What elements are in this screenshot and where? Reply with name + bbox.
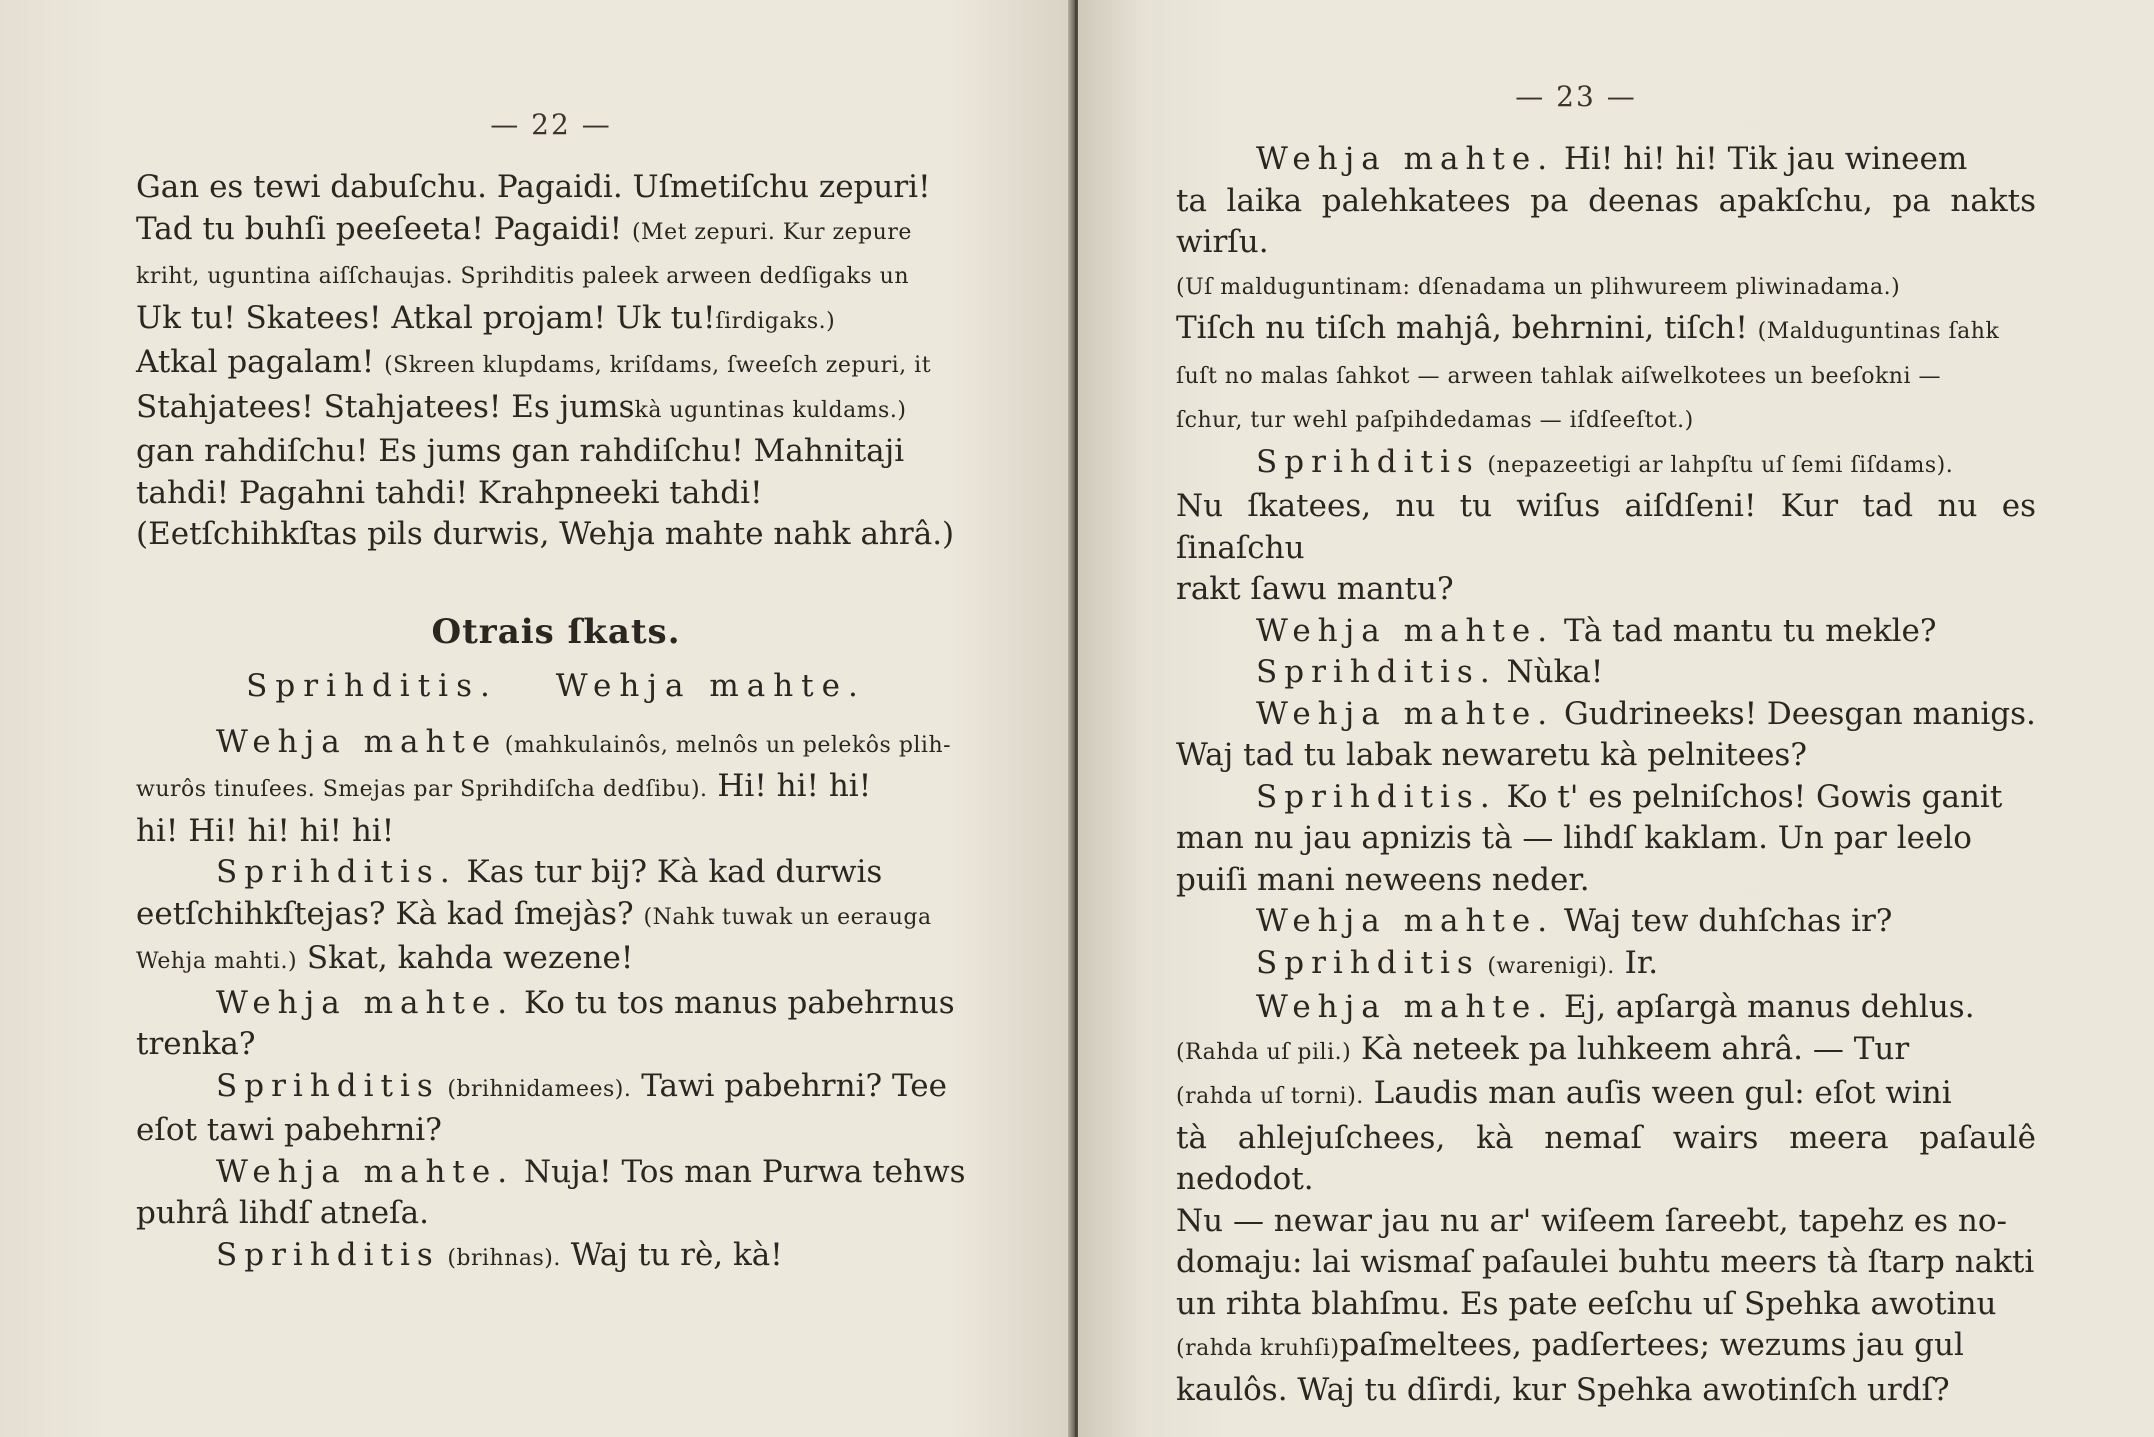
spoken-text: domaju: lai wismaſ paſaulei buhtu meers tà ſtarp nakti (1176, 1244, 2035, 1280)
spoken-text: Waj tad tu labak newaretu kà pelnitees? (1176, 737, 1807, 773)
text-line (1176, 569, 2036, 611)
stage-direction: (nepazeetigi ar lahpſtu uſ ſemi ſiſdams). (1479, 452, 1954, 478)
spoken-text: Waj tew duhſchas ir? (1554, 903, 1893, 939)
spoken-text: Skat, kahda wezene! (297, 940, 634, 976)
text-line (1176, 611, 2036, 653)
text-line (1176, 1029, 2036, 1074)
text-line (136, 209, 976, 254)
text-line (1176, 694, 2036, 736)
text-line (136, 1110, 976, 1152)
spoken-text: Ko tu tos manus pabehrnus (514, 984, 955, 1021)
spoken-text: tà ahlejuſchees, kà nemaſ wairs meera paſaulê nedodot. (1176, 1119, 2036, 1197)
text-line (136, 1152, 976, 1194)
spoken-text: Nuja! Tos man Purwa tehws (514, 1153, 966, 1190)
text-line (136, 894, 976, 939)
spoken-text: Ko t' es pelniſchos! Gowis ganit (1496, 778, 2003, 815)
speaker-name: Sprihditis (1256, 944, 1480, 981)
stage-direction: ſchur, tur wehl paſpihdedamas — iſdſeeſtot.) (1176, 408, 1694, 433)
stage-direction: ſuſt no malas ſahkot — arween tahlak aiſwelkotees un beeſokni — (1176, 363, 1941, 389)
text-line (1176, 442, 2036, 487)
scene-title: Otrais ſkats. (431, 611, 681, 652)
text-line (136, 298, 976, 343)
spoken-text: Nu — newar jau nu ar' wiſeem ſareebt, tapehz es no- (1176, 1202, 2008, 1239)
stage-direction: Wehja mahti.) (136, 949, 298, 974)
spoken-text: Nùka! (1496, 654, 1604, 690)
text-line (1176, 1242, 2036, 1284)
text-line (1176, 264, 2036, 309)
stage-direction: (Skreen klupdams, kriſdams, ſweeſch zepuri, it (384, 353, 932, 378)
text-line (136, 983, 976, 1025)
spoken-text: puiſi mani neweens neder. (1176, 861, 1590, 898)
speaker-name: Wehja mahte. (1256, 141, 1555, 177)
spoken-text: Tà tad mantu tu mekle? (1554, 612, 1937, 649)
text-line (1176, 652, 2036, 694)
text-line (136, 431, 976, 473)
stage-direction: kriht, uguntina aiſſchaujas. Sprihditis paleek arween dedſigaks un (136, 264, 909, 289)
text-line (136, 852, 976, 894)
stage-direction: ſirdigaks.) (715, 308, 836, 334)
spoken-text: Tiſch nu tiſch mahjâ, behrnini, tiſch! (1176, 310, 1758, 346)
stage-direction: (rahda kruhſi) (1176, 1336, 1340, 1361)
text-line (136, 253, 976, 298)
stage-direction: (Malduguntinas ſahk (1757, 319, 2000, 344)
spoken-text: man nu jau apnizis tà — lihdſ kaklam. Un par leelo (1176, 820, 1972, 856)
text-line (136, 167, 976, 209)
spoken-text: wezums jau gul (1719, 1327, 1964, 1363)
text-line (1176, 735, 2036, 777)
stage-direction: kà uguntinas kuldams.) (634, 397, 907, 423)
dialogue (136, 722, 976, 1280)
text-line (1176, 486, 2036, 569)
text-line (1176, 777, 2036, 819)
stage-direction: (Nahk tuwak un eerauga (643, 904, 932, 930)
stage-direction: (Met zepuri. Kur zepure (631, 219, 912, 245)
speaker-name: Wehja mahte. (1256, 989, 1555, 1025)
stage-direction: (Rahda uſ pili.) (1176, 1039, 1352, 1065)
text-line (136, 387, 976, 432)
text-line (1176, 1370, 2036, 1412)
spoken-text: Waj tu rè, kà! (560, 1236, 783, 1273)
text-line (1176, 1325, 2036, 1370)
spoken-text: Kà neteek pa luhkeem ahrâ. — Tur (1351, 1030, 1910, 1067)
text-line (1176, 1284, 2036, 1326)
stage-direction: (brihnidamees). (439, 1076, 632, 1102)
spoken-text: hi! Hi! hi! hi! hi! (136, 812, 395, 849)
text-line (136, 342, 976, 387)
stage-direction: (rahda uſ torni). (1176, 1084, 1364, 1109)
text-line (1176, 1118, 2036, 1201)
text-line (1176, 397, 2036, 442)
text-line (1176, 353, 2036, 398)
stage-direction: (Eetſchihkſtas pils durwis, Wehja mahte nahk ahrâ.) (136, 516, 955, 552)
speaker-name: Wehja mahte. (1256, 903, 1555, 939)
speaker-name: Sprihditis. (1256, 778, 1497, 815)
text-line (136, 1193, 976, 1235)
speaker-name: Sprihditis (216, 1067, 440, 1104)
text-line (1176, 818, 2036, 860)
spoken-text: Kas tur bij? Kà kad durwis (456, 854, 883, 890)
speaker-name: Wehja mahte. (216, 1153, 515, 1190)
spoken-text: Tawi pabehrni? Tee (631, 1067, 947, 1104)
spoken-text: kaulôs. Waj tu dſirdi, kur Spehka awotinſch urdſ? (1176, 1371, 1950, 1408)
text-line (136, 1066, 976, 1111)
text-line (136, 722, 976, 767)
page-number: — 22 — (490, 108, 612, 141)
spoken-text: Nu ſkatees, nu tu wiſus aiſdſeni! Kur tad nu es ſinaſchu (1176, 488, 2036, 566)
spoken-text: gan rahdiſchu! Es jums gan rahdiſchu! Mahnitaji (136, 433, 905, 469)
spoken-text: Atkal pagalam! (136, 344, 385, 380)
stage-direction: (brihnas). (439, 1245, 561, 1271)
dialogue (1176, 139, 2036, 1411)
spoken-text: Gan es tewi dabuſchu. Pagaidi. Uſmetiſchu zepuri! (136, 169, 931, 205)
spoken-text: Hi! hi! hi! Tik jau wineem (1554, 141, 1968, 177)
speaker-name: Wehja mahte (216, 723, 498, 760)
characters-line (136, 668, 976, 704)
text-line (136, 766, 976, 811)
text-line (136, 473, 976, 515)
page-number: — 23 — (1515, 80, 1637, 113)
spoken-text: Tad tu buhſi peeſeeta! Pagaidi! (136, 210, 632, 247)
spoken-text: Hi! hi! hi! (707, 768, 872, 804)
speaker-name: Wehja mahte. (1256, 612, 1555, 649)
text-line (136, 1024, 976, 1066)
character-name: Sprihditis. (246, 667, 498, 704)
spoken-text: paſmeltees, padſertees; (1339, 1327, 1720, 1363)
text-line (1176, 308, 2036, 353)
spoken-text: eetſchihkſtejas? Kà kad ſmejàs? (136, 895, 644, 932)
spoken-text: Laudis man auſis ween gul: eſot wini (1363, 1075, 1952, 1111)
text-line (1176, 181, 2036, 264)
spoken-text: eſot tawi pabehrni? (136, 1112, 442, 1148)
stage-direction: (mahkulainôs, melnôs un pelekôs plih- (497, 732, 952, 758)
spoken-text: un rihta blahſmu. Es pate eeſchu uſ Spehka awotinu (1176, 1285, 1997, 1322)
speaker-name: Wehja mahte. (216, 984, 515, 1021)
character-name: Wehja mahte. (555, 667, 866, 704)
stage-direction: wurôs tinuſees. Smejas par Sprihdiſcha dedſibu). (136, 777, 708, 802)
speaker-name: Sprihditis (1256, 443, 1480, 480)
spoken-text: rakt ſawu mantu? (1176, 571, 1454, 607)
text-line (1176, 943, 2036, 988)
spoken-text: Gudrineeks! Deesgan manigs. (1554, 695, 2036, 732)
spoken-text: tahdi! Pagahni tahdi! Krahpneeki tahdi! (136, 474, 763, 511)
text-line (1176, 860, 2036, 902)
spoken-text: Ir. (1614, 944, 1659, 981)
left-page (0, 0, 1076, 1437)
spoken-text: ta laika palehkatees pa deenas apakſchu, pa nakts wirſu. (1176, 182, 2036, 260)
spoken-text: Ej, apſargà manus dehlus. (1554, 989, 1975, 1025)
speaker-name: Sprihditis (216, 1236, 440, 1273)
stage-direction: (Uſ malduguntinam: dſenadama un plihwureem pliwinadama.) (1176, 274, 1901, 300)
spoken-text: Uk tu! Skatees! Atkal projam! Uk tu! (136, 299, 716, 336)
opening-monologue (136, 167, 976, 514)
text-line (1176, 139, 2036, 181)
spoken-text: puhrâ lihdſ atneſa. (136, 1195, 429, 1231)
text-line (1176, 1201, 2036, 1243)
text-line (136, 938, 976, 983)
stage-direction: (warenigi). (1479, 953, 1615, 979)
speaker-name: Sprihditis. (1256, 654, 1497, 690)
text-line (1176, 987, 2036, 1029)
spoken-text: trenka? (136, 1026, 256, 1062)
speaker-name: Sprihditis. (216, 854, 457, 890)
text-line (136, 1235, 976, 1280)
right-page (1078, 0, 2154, 1437)
text-line (1176, 1073, 2036, 1118)
speaker-name: Wehja mahte. (1256, 695, 1555, 732)
text-line (136, 811, 976, 853)
spoken-text: Stahjatees! Stahjatees! Es jums (136, 388, 635, 425)
text-line (1176, 901, 2036, 943)
